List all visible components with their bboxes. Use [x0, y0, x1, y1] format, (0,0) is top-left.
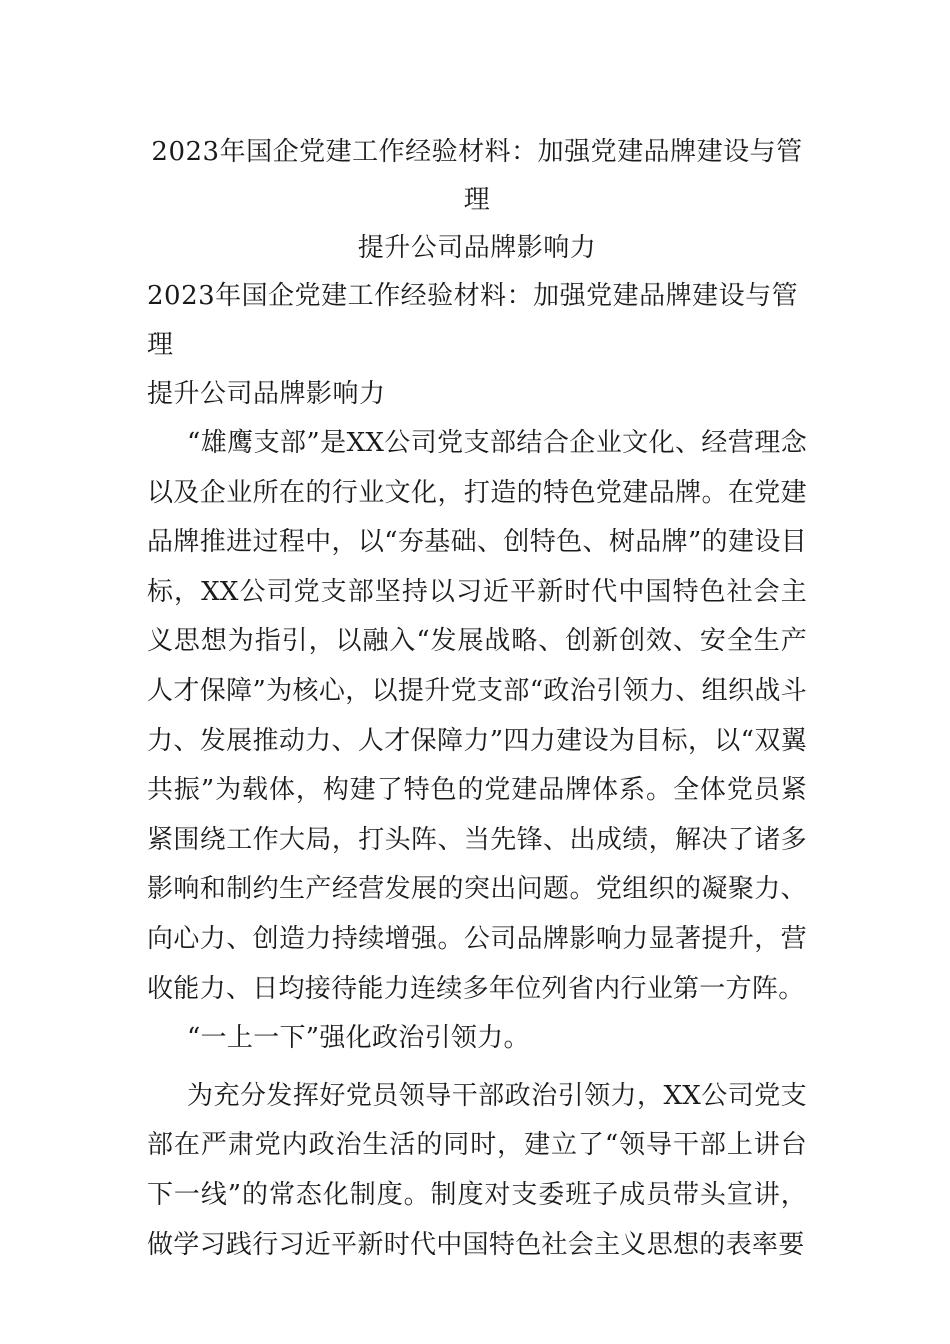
paragraph-section-heading: “一上一下”强化政治引领力。 — [187, 1023, 530, 1054]
document-title-line-1: 2023年国企党建工作经验材料：加强党建品牌建设与管理 — [151, 137, 803, 215]
paragraph-body: 为充分发挥好党员领导干部政治引领力，XX公司党支部在严肃党内政治生活的同时，建立了“领导干部上讲台下一线”的常态化制度。制度对支委班子成员带头宣讲，做学习践行习近平新时代中国特色社会主义思想的表率要 — [147, 1080, 807, 1260]
document-subtitle-line-1: 2023年国企党建工作经验材料：加强党建品牌建设与管理 — [147, 281, 799, 360]
document-body — [147, 128, 807, 1270]
document-subtitle-line-2: 提升公司品牌影响力 — [147, 379, 386, 409]
document-title-line-2: 提升公司品牌影响力 — [357, 233, 597, 263]
paragraph-intro: “雄鹰支部”是XX公司党支部结合企业文化、经营理念以及企业所在的行业文化，打造的特色党建品牌。在党建品牌推进过程中，以“夯基础、创特色、树品牌”的建设目标，XX公司党支部坚持以习近平新时代中国特色社会主义思想为指引，以融入“发展战略、创新创效、安全生产人才保障”为核心，以提升党支部“政治引领力、组织战斗力、发展推动力、人才保障力”四力建设为目标，以“双翼共振”为载体，构建了特色的党建品牌体系。全体党员紧紧围绕工作大局，打头阵、当先锋、出成绩，解决了诸多影响和制约生产经营发展的突出问题。党组织的凝聚力、向心力、创造力持续增强。公司品牌影响力显著提升，营收能力、日均接待能力连续多年位列省内行业第一方阵。 — [147, 428, 807, 1004]
